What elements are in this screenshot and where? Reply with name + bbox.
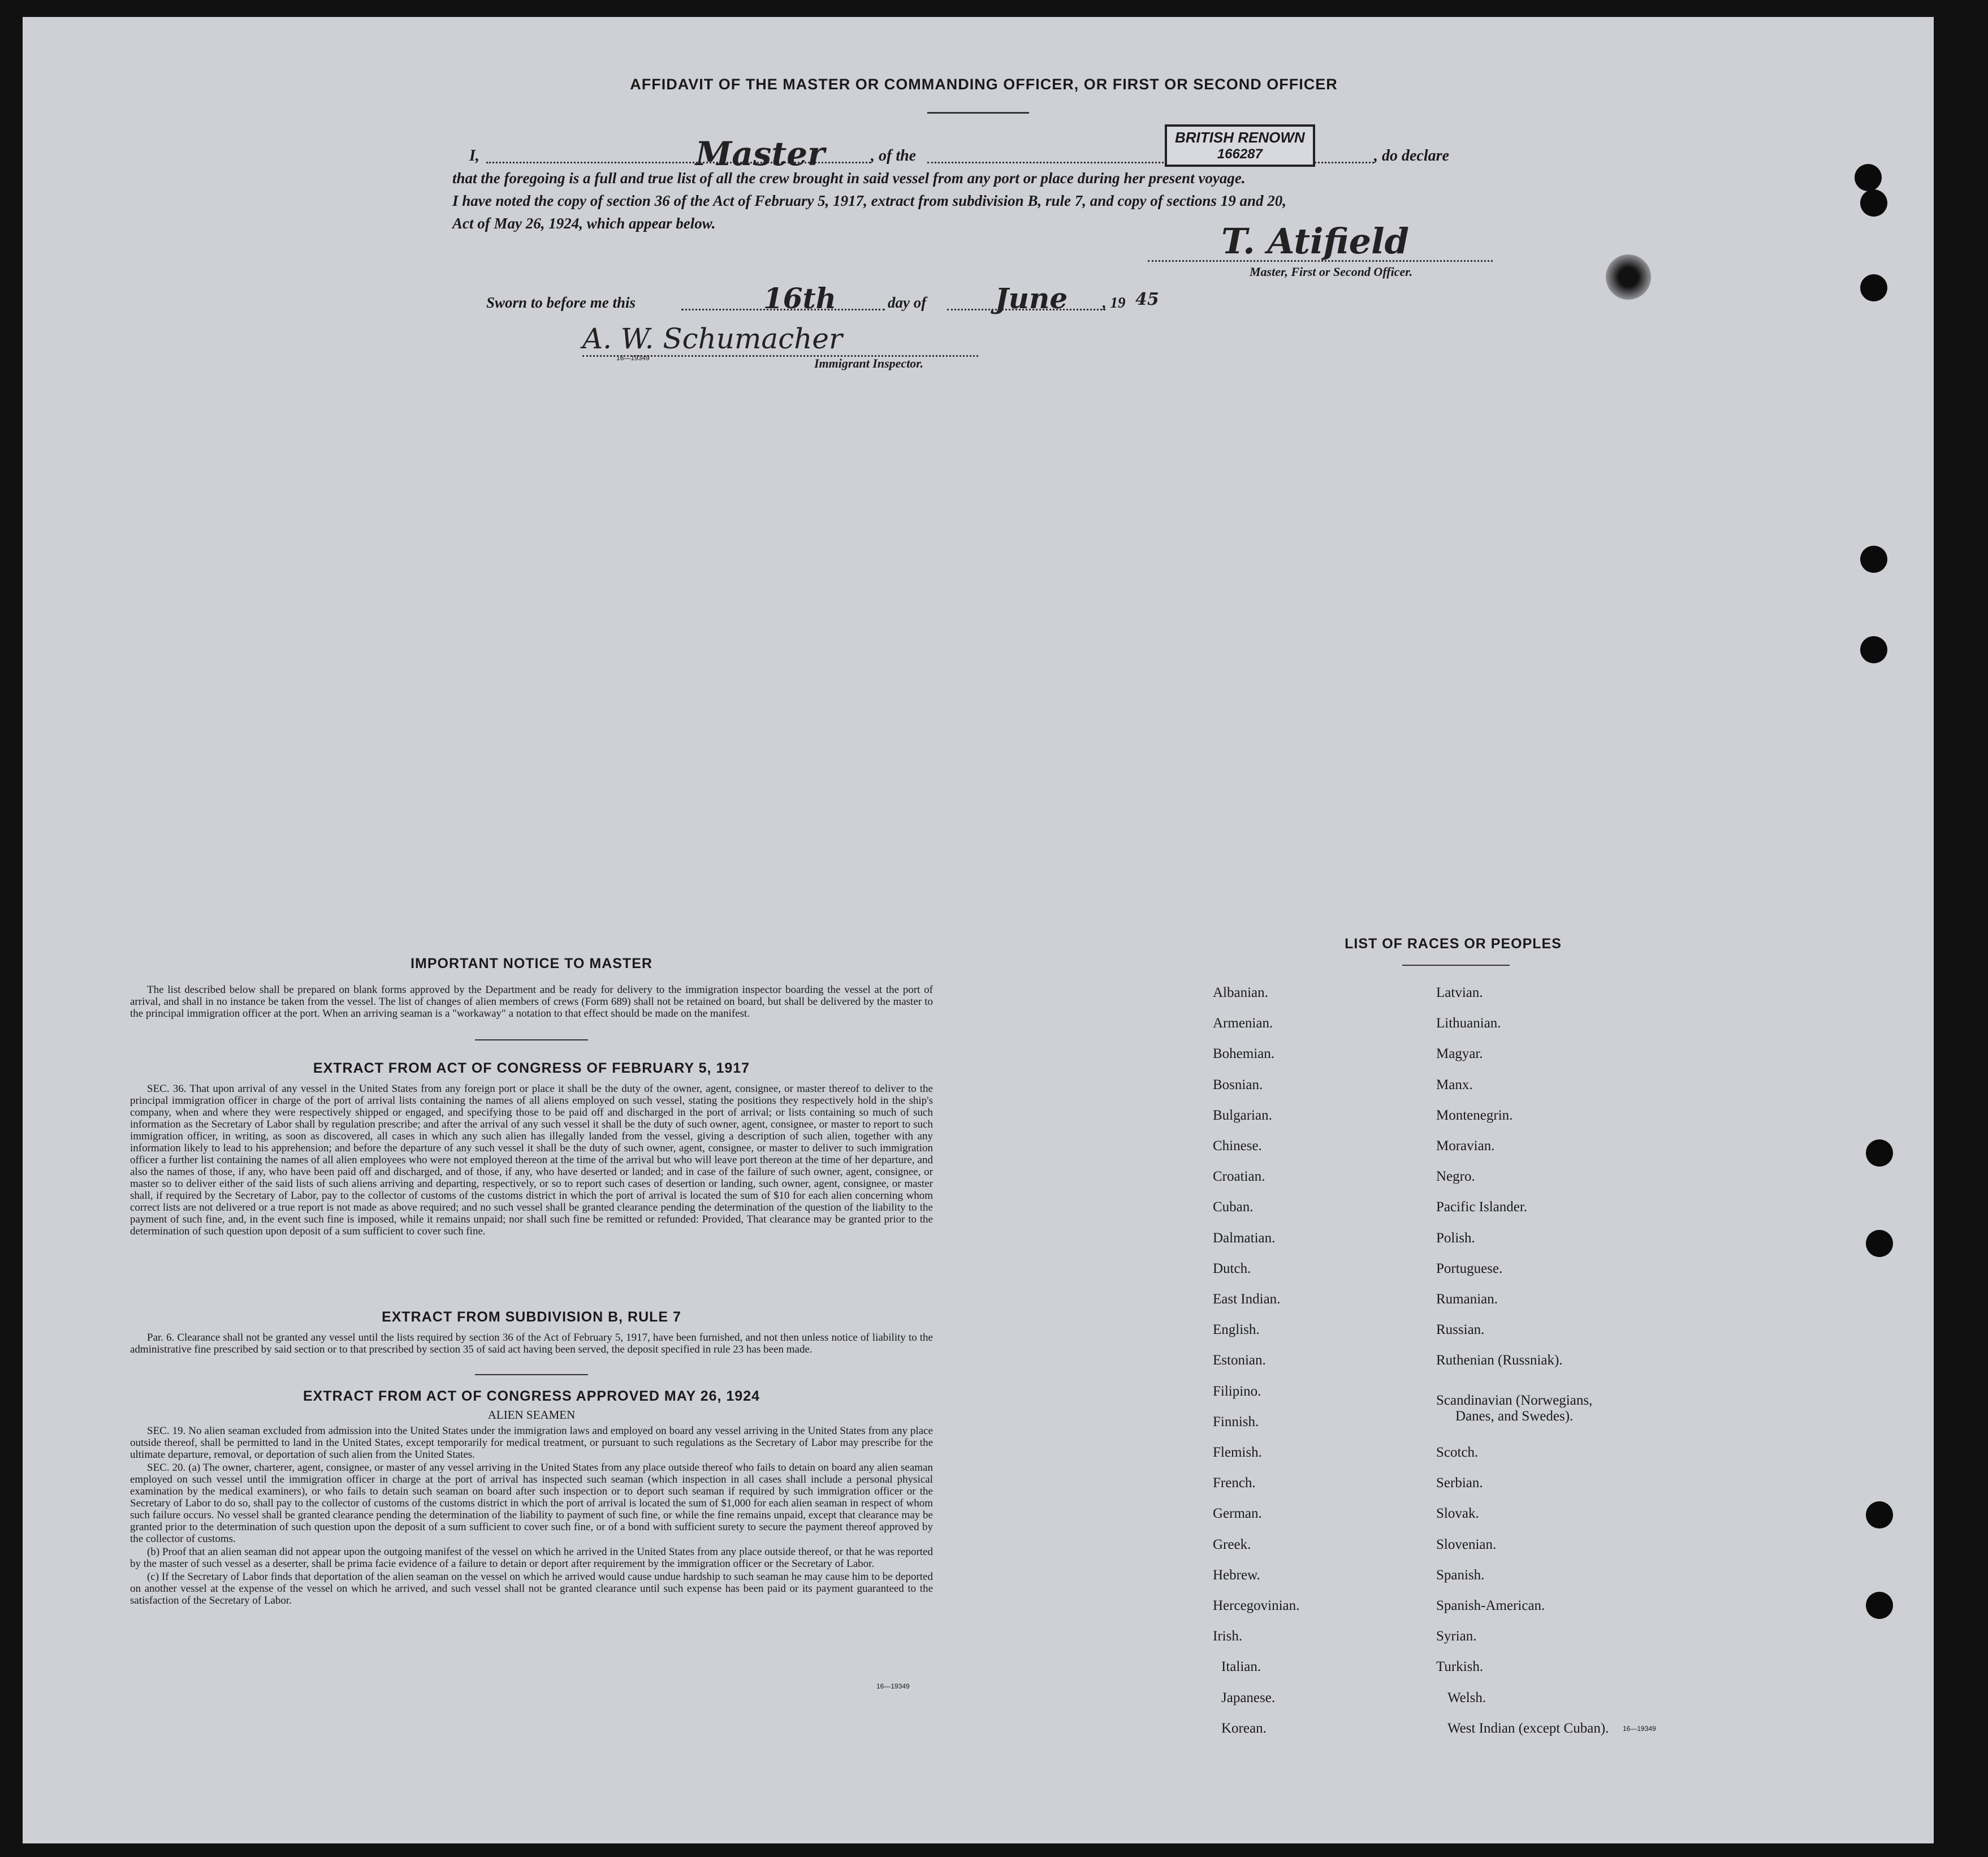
vessel-name: BRITISH RENOWN: [1175, 129, 1305, 146]
race-item: French.: [1213, 1475, 1256, 1491]
race-item: Cuban.: [1213, 1199, 1254, 1215]
race-item: Polish.: [1436, 1230, 1475, 1246]
signature-line: [1148, 260, 1493, 262]
race-item: Pacific Islander.: [1436, 1199, 1528, 1215]
race-item: Bosnian.: [1213, 1077, 1263, 1092]
line1-end: , do declare: [1374, 147, 1449, 165]
race-item: English.: [1213, 1322, 1260, 1338]
line1-start: I,: [469, 147, 479, 165]
extract-1924-text: [130, 1425, 933, 1608]
punch-hole: [1860, 636, 1887, 663]
race-item: Chinese.: [1213, 1138, 1262, 1154]
par-6-paragraph: Par. 6. Clearance shall not be granted any vessel until the lists required by section 36 of the Act of February 5, 1917, have been furnished, and not then unless notice of liability to the administrative fine prescribed by said section or to that prescribed by section 35 of said act having been served, the deposit specified in rule 23 has been made.: [130, 1332, 933, 1355]
title-rule: [927, 112, 1029, 114]
ink-blot: [1606, 254, 1651, 300]
extract-1917-title: EXTRACT FROM ACT OF CONGRESS OF FEBRUARY 5, 1917: [313, 1060, 750, 1076]
inspector-caption: Immigrant Inspector.: [814, 356, 924, 370]
race-item: Magyar.: [1436, 1046, 1483, 1062]
race-item: Scotch.: [1436, 1445, 1479, 1460]
affidavit-line4: Act of May 26, 1924, which appear below.: [452, 215, 716, 232]
race-item: Italian.: [1221, 1659, 1261, 1675]
punch-hole: [1860, 189, 1887, 217]
race-item: Turkish.: [1436, 1659, 1484, 1675]
races-form-code: 16—19349: [1623, 1725, 1656, 1733]
race-item: Scandinavian (Norwegians, Danes, and Swedes).: [1436, 1392, 1593, 1424]
race-item: Bulgarian.: [1213, 1107, 1272, 1123]
sec-36-paragraph: SEC. 36. That upon arrival of any vessel in the United States from any foreign port or place it shall be the duty of the owner, agent, consignee, or master thereof to deliver to the principal immigration officer in charge of the port of arrival lists containing the names of all aliens employed on such vessel, stating the positions they respectively hold in the ship's company, when and where they were respectively shipped or engaged, and specifying those to be paid off and discharged in the port of arrival; or lists containing so much of such information as the Secretary of Labor shall by regulation prescribe; and after the arrival of any such vessel it shall be the duty of such owner, agent, consignee, or master to report to such immigration officer, in writing, as soon as discovered, all cases in which any such alien has illegally landed from the vessel, giving a description of such alien, together with any information likely to lead to his apprehension; and before the departure of any such vessel it shall be the duty of such owner, agent, consignee, or master to deliver to such immigration officer a further list containing the names of all alien employees who were not employed thereon at the time of the arrival but who will leave port thereon at the time of her departure, and also the names of those, if any, who have been paid off and discharged, and of those, if any, who have deserted or landed; and in case of the failure of such owner, agent, consignee, or master so to deliver either of the said lists of such aliens arriving and departing, respectively, or so to report such cases of desertion or landing, such owner, agent, consignee, or master shall, if required by the Secretary of Labor, pay to the collector of customs of the customs district in which the port of arrival is located the sum of $10 for each alien concerning whom correct lists are not delivered or a true report is not made as above required; and no such vessel shall be granted clearance pending the determination of the question of the liability to the payment of such fine, and, in the event such fine is imposed, while it remains unpaid; nor shall such fine be remitted or refunded: Provided, That clearance may be granted prior to the determination of such question upon deposit of a sum sufficient to cover such fine.: [130, 1083, 933, 1237]
race-item: Lithuanian.: [1436, 1016, 1501, 1031]
month-handwritten: June: [995, 282, 1068, 315]
race-item: Portuguese.: [1436, 1260, 1503, 1276]
year-handwritten: 45: [1135, 290, 1159, 309]
vessel-number: 166287: [1217, 146, 1263, 162]
race-item: Slovak.: [1436, 1506, 1479, 1522]
race-item: Dalmatian.: [1213, 1230, 1276, 1246]
sec-20b-paragraph: (b) Proof that an alien seaman did not appear upon the outgoing manifest of the vessel on which he arrived in the United States from any place outside thereof, or that he was reported by the master of such vessel as a deserter, shall be prima facie evidence of a failure to detain or deport after requirement by the immigration officer or the Secretary of Labor.: [130, 1546, 933, 1570]
extract-1917-text: [130, 1083, 933, 1238]
race-item: Dutch.: [1213, 1260, 1251, 1276]
race-item: Syrian.: [1436, 1629, 1477, 1644]
signature-caption: Master, First or Second Officer.: [1250, 265, 1413, 279]
extract-1924-title: EXTRACT FROM ACT OF CONGRESS APPROVED MAY 26, 1924: [302, 1388, 760, 1404]
day-handwritten: 16th: [763, 282, 837, 315]
sec-19-paragraph: SEC. 19. No alien seaman excluded from admission into the United States under the immigration laws and employed on board any vessel arriving in the United States from any place outside thereof, shall be permitted to land in the United States, except temporarily for medical treatment, or pursuant to such regulations as the Secretary of Labor may prescribe for the ultimate departure, removal, or deportation of such alien from the United States.: [130, 1425, 933, 1461]
race-item: East Indian.: [1213, 1292, 1281, 1307]
race-item: Ruthenian (Russniak).: [1436, 1353, 1563, 1368]
year-prefix: , 19: [1103, 294, 1126, 311]
affidavit-form-code: 16—19349: [616, 354, 650, 362]
race-item: Slovenian.: [1436, 1536, 1497, 1552]
races-rule: [1402, 965, 1510, 966]
extract-form-code: 16—19349: [876, 1682, 910, 1690]
race-item: West Indian (except Cuban).: [1447, 1720, 1609, 1736]
affidavit-title: AFFIDAVIT OF THE MASTER OR COMMANDING OFFICER, OR FIRST OR SECOND OFFICER: [630, 76, 1338, 93]
race-item: Spanish-American.: [1436, 1598, 1545, 1613]
line1-of-the: , of the: [871, 147, 917, 165]
races-title: LIST OF RACES OR PEOPLES: [1345, 936, 1562, 952]
sec-20a-paragraph: SEC. 20. (a) The owner, charterer, agent, consignee, or master of any vessel arriving in the United States from any place outside thereof who fails to detain on board any alien seaman employed on such vessel until the immigration officer in charge at the port of arrival has inspected such seaman (which inspection in all cases shall include a personal physical examination by the medical examiners), or who fails to detain such seaman on board after such inspection or to deport such seaman if required by such immigration officer or the Secretary of Labor to do so, shall pay to the collector of customs of the customs district in which the port of arrival is located the sum of $1,000 for each alien seaman in respect of whom such failure occurs. No vessel shall be granted clearance pending the determination of the liability to payment of such fine, or while the fine remains unpaid, except that clearance may be granted prior to the determination of such question upon the deposit of a sum sufficient to cover such fine, or of a bond with sufficient surety to secure the payment thereof approved by the collector of customs.: [130, 1462, 933, 1545]
race-item: Croatian.: [1213, 1169, 1265, 1185]
race-item: Estonian.: [1213, 1353, 1266, 1368]
day-of: day of: [888, 294, 927, 311]
section-rule: [475, 1039, 588, 1040]
punch-hole: [1860, 274, 1887, 301]
race-item: Welsh.: [1447, 1690, 1486, 1705]
race-item: Greek.: [1213, 1536, 1251, 1552]
affidavit-line3: I have noted the copy of section 36 of the Act of February 5, 1917, extract from subdivision B, rule 7, and copy of sections 19 and 20,: [452, 192, 1286, 209]
notice-paragraph: The list described below shall be prepared on blank forms approved by the Department and be ready for delivery to the immigration inspector boarding the vessel at the port of arrival, and shall in no instance be taken from the vessel. The list of changes of alien members of crews (Form 689) shall not be retained on board, but shall be delivered by the master to the principal immigration officer at the port. When an arriving seaman is a "workaway" a notation to that effect should be made on the manifest.: [130, 984, 933, 1020]
punch-hole: [1860, 546, 1887, 573]
race-item: Montenegrin.: [1436, 1107, 1513, 1123]
punch-hole: [1866, 1501, 1893, 1528]
punch-hole: [1866, 1230, 1893, 1257]
vessel-stamp: [1165, 124, 1315, 167]
punch-hole: [1866, 1592, 1893, 1619]
race-item: Finnish.: [1213, 1414, 1259, 1430]
race-item: Russian.: [1436, 1322, 1485, 1338]
race-item: Albanian.: [1213, 985, 1268, 1000]
extract-rule7-title: EXTRACT FROM SUBDIVISION B, RULE 7: [382, 1309, 681, 1325]
alien-seamen-subtitle: ALIEN SEAMEN: [487, 1408, 576, 1422]
race-item: Hercegovinian.: [1213, 1598, 1300, 1613]
sworn-text: Sworn to before me this: [486, 294, 636, 311]
punch-hole: [1866, 1139, 1893, 1167]
race-item: Latvian.: [1436, 985, 1483, 1000]
race-item: Bohemian.: [1213, 1046, 1275, 1062]
notice-title: IMPORTANT NOTICE TO MASTER: [410, 956, 652, 971]
document-page: [23, 17, 1934, 1843]
sec-20c-paragraph: (c) If the Secretary of Labor finds that deportation of the alien seaman on the vessel on which he arrived would cause undue hardship to such seaman he may cause him to be deported on another vessel at the expense of the vessel on which he arrived, and such vessel shall not be granted clearance until such expense has been paid or its payment guaranteed to the satisfaction of the Secretary of Labor.: [130, 1571, 933, 1606]
section-rule: [475, 1374, 588, 1375]
notice-text: [130, 984, 933, 1021]
affidavit-line2: that the foregoing is a full and true list of all the crew brought in said vessel from any port or place during her present voyage.: [452, 170, 1246, 187]
master-signature: T. Atifield: [1221, 221, 1409, 262]
punch-hole: [1855, 164, 1882, 191]
race-item: Spanish.: [1436, 1567, 1485, 1583]
inspector-signature: A. W. Schumacher: [582, 322, 842, 355]
race-item: Negro.: [1436, 1169, 1475, 1185]
position-handwritten: Master: [695, 135, 825, 173]
extract-rule7-text: [130, 1332, 933, 1357]
race-item: German.: [1213, 1506, 1262, 1522]
race-item: Irish.: [1213, 1629, 1243, 1644]
race-item: Filipino.: [1213, 1383, 1261, 1399]
race-item: Moravian.: [1436, 1138, 1495, 1154]
race-item: Korean.: [1221, 1720, 1267, 1736]
race-item: Flemish.: [1213, 1445, 1262, 1460]
race-item: Rumanian.: [1436, 1292, 1498, 1307]
race-item: Armenian.: [1213, 1016, 1273, 1031]
race-item: Japanese.: [1221, 1690, 1276, 1705]
race-item: Manx.: [1436, 1077, 1473, 1092]
race-item: Hebrew.: [1213, 1567, 1260, 1583]
race-item: Serbian.: [1436, 1475, 1483, 1491]
